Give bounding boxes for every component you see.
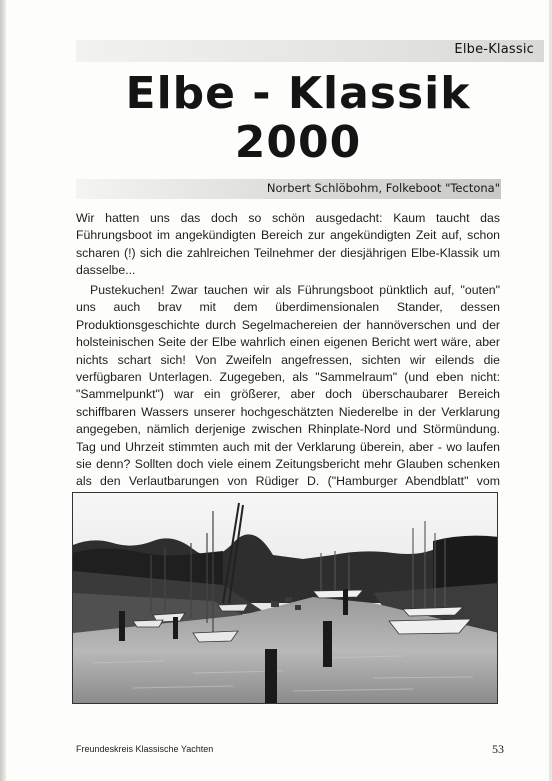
paragraph-2: Pustekuchen! Zwar tauchen wir als Führungsboot pünktlich auf, "outen" uns auch brav mit dem überdimensionalen Stander, dessen Produktionsgeschichte durch Segelmachereien der hannöverschen und der holsteinischen Seite der Elbe wahrlich einen eigenen Bericht wert wäre, aber nichts schart sich! Von Zweifeln angefressen, sichten wir eilends die verfügbaren Unterlagen. Zugegeben, als "Sammelraum" (und eben nicht: "Sammelpunkt") war ein größerer, aber doch überschaubarer Bereich schiffbaren Wassers unserer hochgeschätzten Niederelbe in der Verklarung angegeben, nämlich derjenige zwischen Rhinplate-Nord und Störmündung. Tag und Uhrzeit stimmten auch mit der Verklarung überein, aber - wo laufen sie denn? Sollten doch viele einem Zeitungsbericht mehr Glauben schenken als den Verlautbarungen von Rüdiger D. ("Hamburger Abendblatt" vom	[76, 283, 500, 489]
author-byline: Norbert Schlöbohm, Folkeboot "Tectona"	[266, 181, 500, 195]
article-title-line-1: Elbe - Klassik	[125, 68, 471, 119]
paragraph-1: Wir hatten uns das doch so schön ausgedacht: Kaum taucht das Führungsboot im angekündigten Bereich zur angekündigten Zeit auf, schon scharen (!) sich die zahlreichen Teilnehmer der diesjährigen Elbe-Klassik um dasselbe...	[76, 211, 500, 278]
scan-shadow-left	[0, 0, 6, 781]
footer-page-number: 53	[492, 742, 504, 756]
section-label: Elbe-Klassic	[454, 42, 534, 57]
harbor-photo	[72, 492, 498, 704]
article-title	[60, 68, 536, 168]
harbor-photo-illustration	[73, 493, 498, 704]
article-title-line-2: 2000	[234, 117, 362, 168]
footer-publication: Freundeskreis Klassische Yachten	[76, 744, 214, 754]
